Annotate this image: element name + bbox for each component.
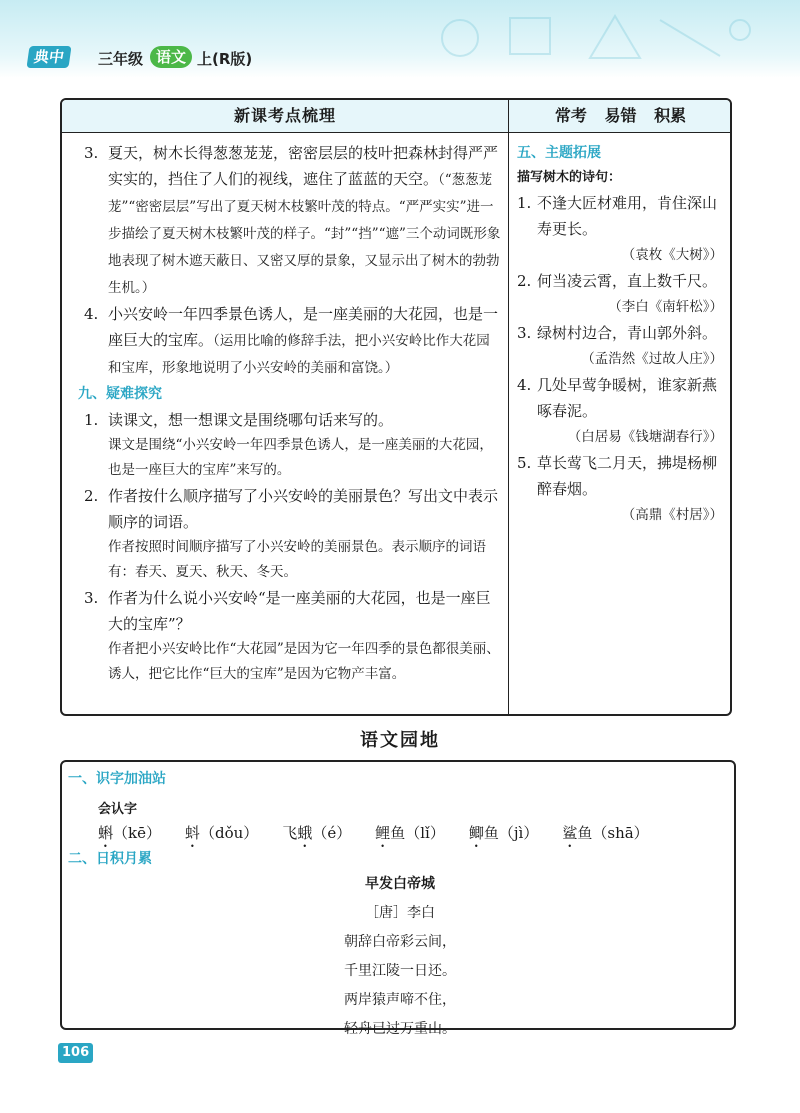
poem-title: 早发白帝城 (365, 876, 435, 892)
poem-line: 千里江陵一日还。 (344, 963, 456, 979)
garden-box (60, 760, 736, 1037)
poem-block (62, 870, 738, 1044)
char-item: 鲫鱼（jì） (468, 824, 539, 842)
char-item: 鲨鱼（shā） (562, 824, 649, 842)
column-divider (508, 100, 509, 714)
volume-label: 上(R版) (197, 50, 253, 68)
subject-badge: 语文 (150, 46, 192, 68)
poem-line: 朝辞白帝彩云间， (344, 934, 456, 950)
theme-section-title: 五、主题拓展 (517, 145, 601, 161)
right-column-title: 常考 易错 积累 (554, 106, 687, 125)
qa-section-title: 九、疑难探究 (78, 386, 162, 402)
poem-source: （白居易《钱塘湖春行》） (567, 429, 723, 445)
math-doodle-decoration (430, 8, 760, 68)
poem-item: 3. 绿树村边合，青山郭外斜。 (517, 324, 718, 342)
garden-title: 语文园地 (360, 730, 440, 751)
recognize-subtitle: 会认字 (98, 802, 138, 817)
accumulation-section-title: 二、日积月累 (68, 851, 152, 867)
poem-line: 轻舟已过万重山。 (344, 1021, 456, 1037)
char-item: 飞蛾（é） (282, 824, 352, 842)
poem-item: 5. 草长莺飞二月天，拂堤杨柳醉春烟。 (517, 454, 718, 498)
question-item: 3. 作者为什么说小兴安岭“是一座美丽的大花园，也是一座巨大的宝库”？ (84, 589, 491, 633)
poem-line: 两岸猿声啼不住， (344, 992, 456, 1008)
poem-item: 1. 不逢大匠材难用，肯住深山寿更长。 (517, 194, 718, 238)
poem-item: 4. 几处早莺争暖树，谁家新燕啄春泥。 (517, 376, 718, 420)
poem-item: 2. 何当凌云霄，直上数千尺。 (517, 272, 718, 290)
character-list (98, 822, 673, 851)
question-item: 1. 读课文，想一想课文是围绕哪句话来写的。 (84, 411, 394, 429)
literacy-section-title: 一、识字加油站 (68, 771, 166, 787)
page-number: 106 (58, 1043, 93, 1063)
grade-label: 三年级 (98, 50, 144, 68)
char-item: 鲤鱼（lǐ） (375, 824, 445, 842)
char-item: 蝌（kē） (98, 824, 161, 842)
answer-text: 作者按照时间顺序描写了小兴安岭的美丽景色。表示顺序的词语有：春天、夏天、秋天、冬天。 (108, 539, 486, 580)
left-column-title: 新课考点梳理 (233, 106, 336, 125)
list-item: 3. 夏天，树木长得葱葱茏茏，密密层层的枝叶把森林封得严严实实的，挡住了人们的视线，遮住了蓝蓝的天空。（“葱葱茏茏”“密密层层”写出了夏天树木枝繁叶茂的特点。“严严实实”进一步描绘了夏天树木枝繁叶茂的样子。“封”“挡”“遮”三个动词既形象地表现了树木遮天蔽日、又密又厚的景象，又显示出了树木的勃勃生机。） (84, 144, 501, 296)
answer-text: 课文是围绕“小兴安岭一年四季景色诱人，是一座美丽的大花园，也是一座巨大的宝库”来写的。 (108, 437, 493, 478)
brand-logo: 典中 (26, 46, 71, 68)
poem-source: （李白《南轩松》） (608, 299, 723, 315)
left-column (78, 140, 502, 687)
poems-subtitle: 描写树木的诗句： (517, 170, 622, 185)
poem-source: （袁枚《大树》） (621, 247, 723, 263)
poem-source: （孟浩然《过故人庄》） (581, 351, 723, 367)
answer-text: 作者把小兴安岭比作“大花园”是因为它一年四季的景色都很美丽、诱人，把它比作“巨大的宝库”是因为它物产丰富。 (108, 641, 500, 682)
list-item: 4. 小兴安岭一年四季景色诱人，是一座美丽的大花园，也是一座巨大的宝库。（运用比喻的修辞手法，把小兴安岭比作大花园和宝库，形象地说明了小兴安岭的美丽和富饶。） (84, 305, 499, 376)
poem-author: ［唐］李白 (365, 905, 435, 921)
poem-source: （高鼎《村居》） (621, 507, 723, 523)
right-column (517, 140, 727, 528)
question-item: 2. 作者按什么顺序描写了小兴安岭的美丽景色？写出文中表示顺序的词语。 (84, 487, 499, 531)
review-table (60, 98, 732, 716)
char-item: 蚪（dǒu） (184, 824, 259, 842)
